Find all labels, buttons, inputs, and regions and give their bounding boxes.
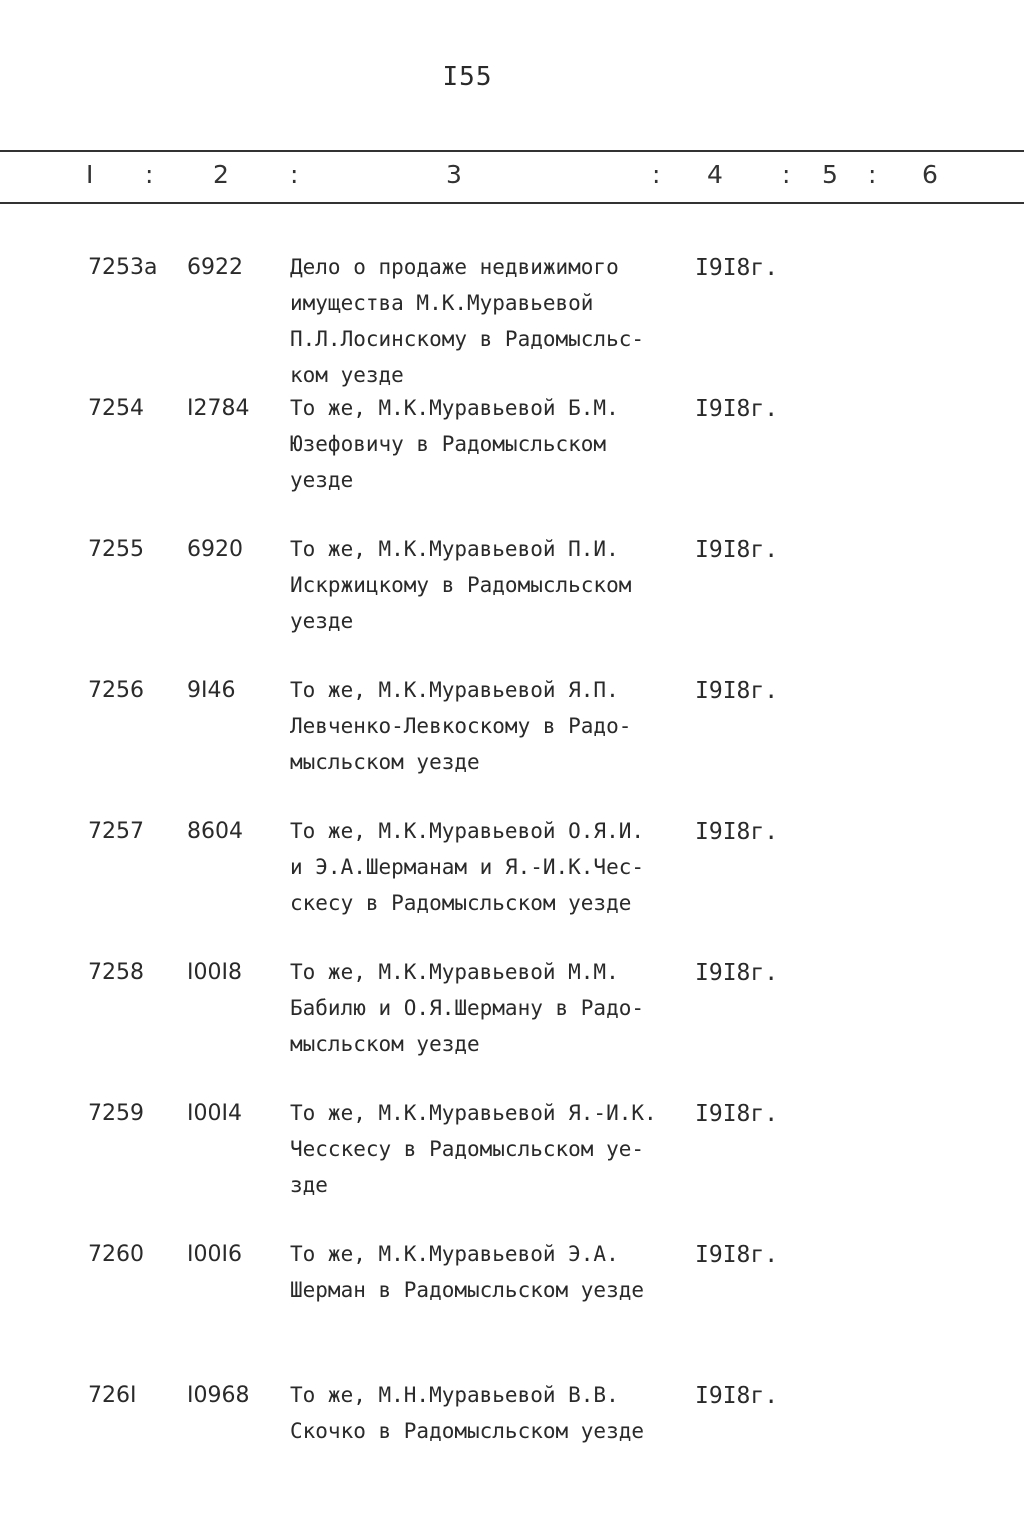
header-top-rule bbox=[0, 150, 1024, 152]
record-old-number: I2784 bbox=[187, 396, 250, 421]
record-year: I9I8г. bbox=[695, 678, 779, 704]
record-description bbox=[290, 1095, 702, 1203]
record-number: 7257 bbox=[88, 819, 144, 844]
record-description-line: Чесскесу в Радомысльском уе- bbox=[290, 1137, 645, 1161]
record-number: 7258 bbox=[88, 960, 144, 985]
record-description-line: Искржицкому в Радомысльском bbox=[290, 573, 632, 597]
record-description bbox=[290, 531, 702, 639]
record-number: 7255 bbox=[88, 537, 144, 562]
record-description-line: То же, М.К.Муравьевой Э.А. bbox=[290, 1242, 619, 1266]
record-description bbox=[290, 1236, 702, 1308]
column-separator: : bbox=[290, 160, 299, 189]
record-old-number: 6922 bbox=[187, 255, 243, 280]
record-description-line: То же, М.К.Муравьевой Я.-И.К. bbox=[290, 1101, 657, 1125]
record-description bbox=[290, 1377, 702, 1449]
record-description-line: уезде bbox=[290, 609, 354, 633]
record-description-line: То же, М.К.Муравьевой П.И. bbox=[290, 537, 619, 561]
record-description bbox=[290, 813, 702, 921]
record-year: I9I8г. bbox=[695, 1383, 779, 1409]
record-row bbox=[0, 396, 1024, 537]
record-year: I9I8г. bbox=[695, 819, 779, 845]
record-row bbox=[0, 1383, 1024, 1524]
record-description-line: и Э.А.Шерманам и Я.-И.К.Чес- bbox=[290, 855, 645, 879]
column-header-4: 4 bbox=[707, 160, 723, 189]
record-old-number: 6920 bbox=[187, 537, 243, 562]
record-description-line: То же, М.К.Муравьевой Б.М. bbox=[290, 396, 619, 420]
record-number: 7254 bbox=[88, 396, 144, 421]
record-row bbox=[0, 960, 1024, 1101]
record-row bbox=[0, 1242, 1024, 1383]
column-header-3: 3 bbox=[446, 160, 462, 189]
record-year: I9I8г. bbox=[695, 1101, 779, 1127]
record-description-line: уезде bbox=[290, 468, 354, 492]
record-year: I9I8г. bbox=[695, 396, 779, 422]
column-header-5: 5 bbox=[822, 160, 838, 189]
record-old-number: I00I6 bbox=[187, 1242, 242, 1267]
record-description-line: Шерман в Радомысльском уезде bbox=[290, 1278, 645, 1302]
record-old-number: 8604 bbox=[187, 819, 243, 844]
record-number: 726I bbox=[88, 1383, 137, 1408]
record-description bbox=[290, 390, 702, 498]
column-header-6: 6 bbox=[922, 160, 938, 189]
record-description-line: П.Л.Лосинскому в Радомысльс- bbox=[290, 327, 645, 351]
record-description-line: мысльском уезде bbox=[290, 1032, 480, 1056]
record-description bbox=[290, 672, 702, 780]
record-description-line: зде bbox=[290, 1173, 328, 1197]
column-header-2: 2 bbox=[213, 160, 229, 189]
column-separator: : bbox=[652, 160, 661, 189]
record-description-line: Бабилю и О.Я.Шерману в Радо- bbox=[290, 996, 645, 1020]
record-number: 7260 bbox=[88, 1242, 144, 1267]
record-row bbox=[0, 255, 1024, 396]
record-description-line: То же, М.Н.Муравьевой В.В. bbox=[290, 1383, 619, 1407]
page-number: I55 bbox=[442, 62, 493, 92]
record-description-line: скесу в Радомысльском уезде bbox=[290, 891, 632, 915]
record-year: I9I8г. bbox=[695, 537, 779, 563]
record-description-line: ком уезде bbox=[290, 363, 404, 387]
record-old-number: I00I4 bbox=[187, 1101, 242, 1126]
header-bottom-rule bbox=[0, 202, 1024, 204]
record-row bbox=[0, 819, 1024, 960]
record-description-line: То же, М.К.Муравьевой О.Я.И. bbox=[290, 819, 645, 843]
record-description-line: То же, М.К.Муравьевой Я.П. bbox=[290, 678, 619, 702]
column-header-1: I bbox=[86, 160, 94, 189]
record-number: 7256 bbox=[88, 678, 144, 703]
record-row bbox=[0, 678, 1024, 819]
column-separator: : bbox=[145, 160, 154, 189]
record-year: I9I8г. bbox=[695, 255, 779, 281]
column-separator: : bbox=[868, 160, 877, 189]
record-description-line: мысльском уезде bbox=[290, 750, 480, 774]
record-description-line: Скочко в Радомысльском уезде bbox=[290, 1419, 645, 1443]
record-description-line: имущества М.К.Муравьевой bbox=[290, 291, 594, 315]
record-old-number: I0968 bbox=[187, 1383, 250, 1408]
record-description-line: Юзефовичу в Радомысльском bbox=[290, 432, 607, 456]
record-number: 7259 bbox=[88, 1101, 144, 1126]
record-row bbox=[0, 1101, 1024, 1242]
record-description-line: Левченко-Левкоскому в Радо- bbox=[290, 714, 632, 738]
record-description-line: То же, М.К.Муравьевой М.М. bbox=[290, 960, 619, 984]
record-year: I9I8г. bbox=[695, 960, 779, 986]
record-old-number: I00I8 bbox=[187, 960, 242, 985]
record-old-number: 9I46 bbox=[187, 678, 236, 703]
records-list bbox=[0, 255, 1024, 1524]
column-separator: : bbox=[782, 160, 791, 189]
record-number: 7253а bbox=[88, 255, 158, 280]
record-description bbox=[290, 249, 702, 393]
record-row bbox=[0, 537, 1024, 678]
record-description-line: Дело о продаже недвижимого bbox=[290, 255, 619, 279]
record-description bbox=[290, 954, 702, 1062]
record-year: I9I8г. bbox=[695, 1242, 779, 1268]
